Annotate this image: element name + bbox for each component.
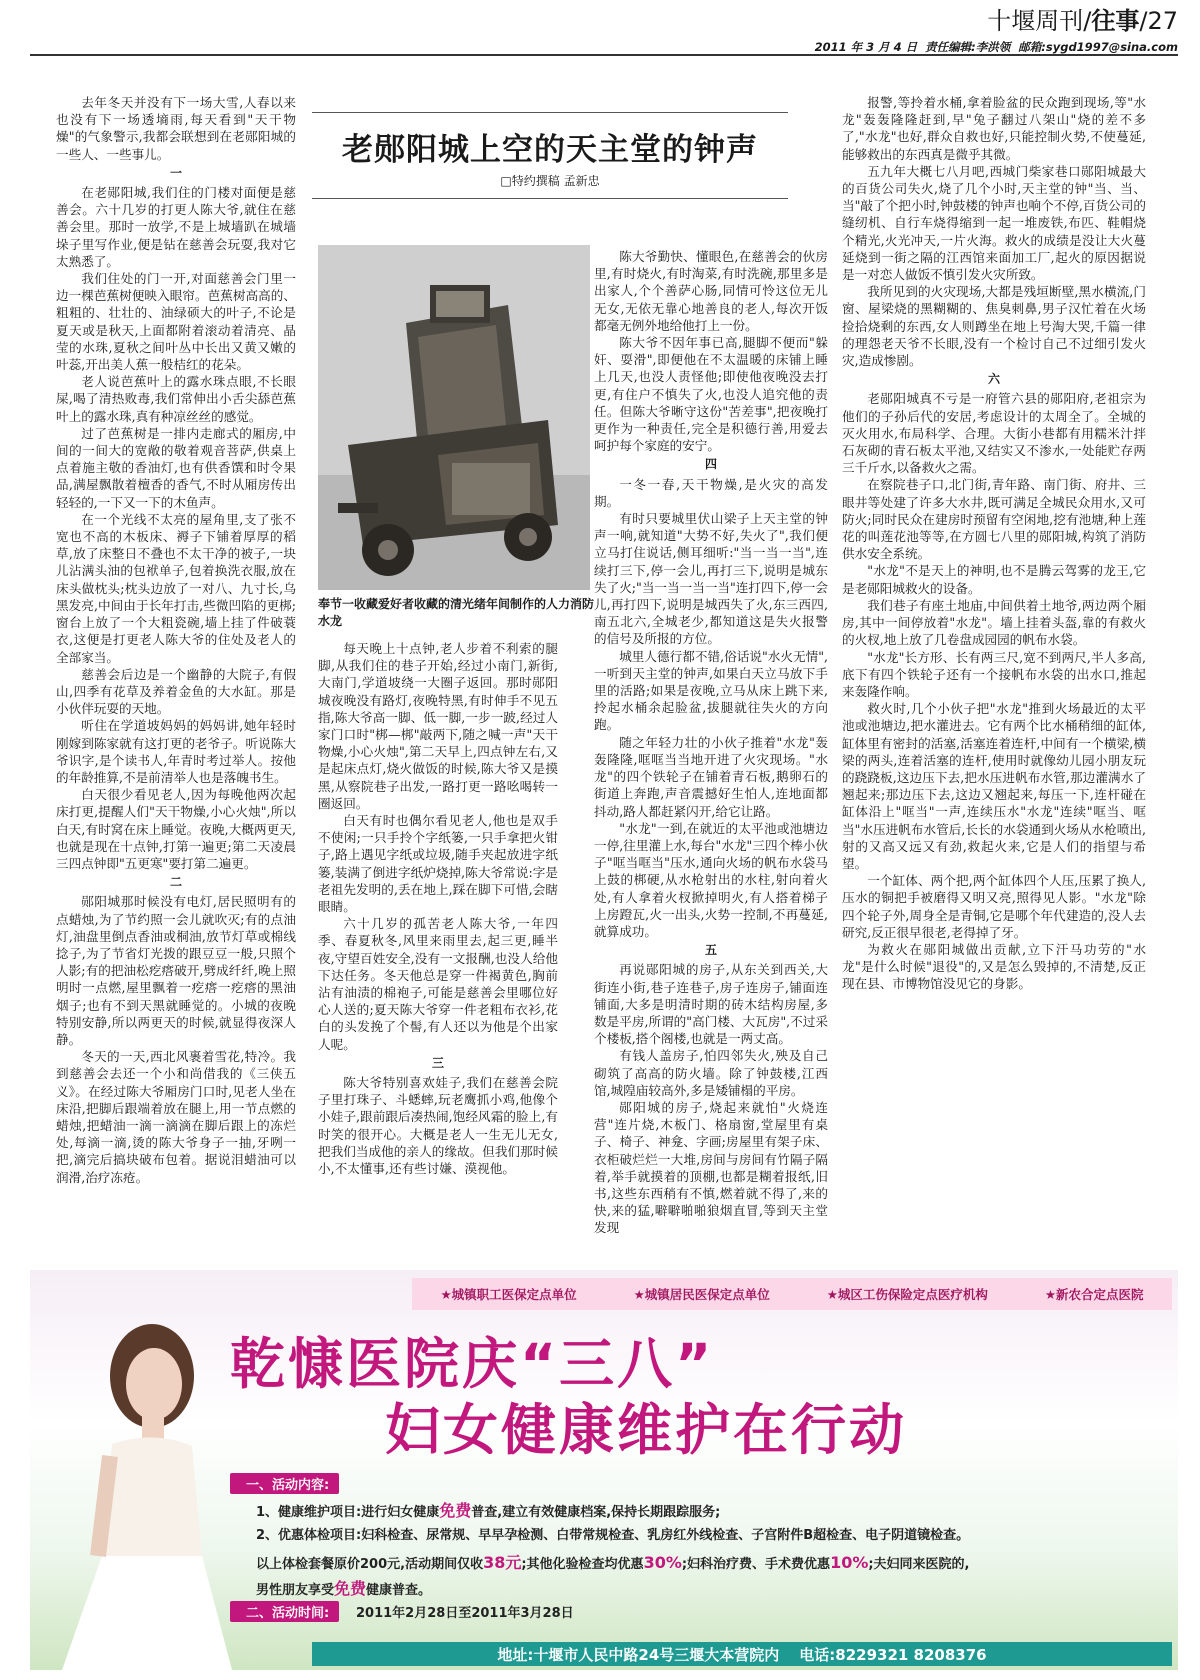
paragraph: 陈大爷不因年事已高,腿脚不便而"躲奸、耍滑",即便他在不太温暖的床铺上睡上几天,也没人责怪他;即使他夜晚没去打更,有住户不慎失了火,也没人追究他的责任。但陈大爷晰守这份"苦差事",把夜晚打更作为一种责任,完全是积德行善,用爱去呵护每个家庭的安宁。	[594, 335, 828, 454]
tag-item: ★新农合定点医院	[1044, 1287, 1144, 1302]
section-label-content: 一、活动内容:	[230, 1473, 339, 1494]
paragraph: 老郧阳城真不亏是一府管六县的郧阳府,老祖宗为他们的子孙后代的安居,考虑设计的太周全了。全城的灭火用水,布局科学、合理。大街小巷都有用糯米汁拌石灰砌的青石板太平池,又结实又不渗水,一处能贮存两三千斤水,以备救火之需。	[842, 391, 1146, 476]
item-checkup: 2、优惠体检项目:妇科检查、尿常规、早早孕检测、白带常规检查、乳房红外线检查、子宫附件B超检查、电子阴道镜检查。	[256, 1528, 970, 1543]
masthead-rule	[30, 54, 1178, 56]
male-text: 健康普查。	[366, 1583, 432, 1598]
paragraph: 我所见到的火灾现场,大都是残垣断壁,黑水横流,门窗、屋梁烧的黑糊糊的、焦臭刺鼻,男子汉忙着在火场捡拾烧剩的东西,女人则蹲坐在地上号淘大哭,千篇一律的理怨老天爷不长眼,没有一个检讨自己不过细引发火灾,造成惨剧。	[842, 284, 1146, 369]
article-column-3	[594, 248, 828, 1258]
paragraph: 冬天的一天,西北风裹着雪花,特冷。我到慈善会去还一个小和尚借我的《三侠五义》。在经过陈大爷厢房门口时,见老人坐在床沿,把脚后跟端着放在腿上,用一节点燃的蜡烛,把蜡油一滴一滴滴在脚后跟上的冻烂处,每滴一滴,烫的陈大爷身子一抽,牙咧一把,滴完后搞块破布包着。据说泪蜡油可以润滑,治疗冻疮。	[56, 1049, 296, 1185]
paragraph: 去年冬天并没有下一场大雪,人春以来也没有下一场透墒雨,每天看到"天干物燥"的气象警示,我都会联想到在老郧阳城的一些人、一些事儿。	[56, 95, 296, 162]
paragraph: 报警,等拎着水桶,拿着脸盆的民众跑到现场,等"水龙"轰轰隆隆赶到,早"兔子翻过八架山"烧的差不多了,"水龙"也好,群众自救也好,只能控制火势,不使蔓延,能够救出的东西真是微乎其微。	[842, 95, 1146, 162]
paragraph: 我们住处的门一开,对面慈善会门里一边一棵芭蕉树便映入眼帘。芭蕉树高高的、粗粗的、壮壮的、油绿硕大的叶子,不论是夏天或是秋天,上面都附着滚动着清亮、晶莹的水珠,夏秋之间叶丛中长出又黄又嫩的叶蕊,开出美人蕉一般桔红的花朵。	[56, 271, 296, 373]
article-column-1	[56, 94, 296, 1258]
price-text: ;其他化验检查均优惠	[521, 1557, 644, 1572]
paragraph: 陈大爷勤快、懂眼色,在慈善会的伙房里,有时烧火,有时淘菜,有时洗碗,那里多是出家人,个个善萨心肠,同情可怜这位无儿无女,无依无靠心地善良的老人,每次开饭都毫无例外地给他打上一份。	[594, 249, 828, 333]
phone-text: 电话:8229321 8208376	[799, 1645, 987, 1664]
page-number: /27	[1139, 7, 1178, 35]
accreditation-tags	[412, 1278, 1172, 1310]
tag-item: ★城镇居民医保定点单位	[633, 1287, 770, 1302]
paragraph: "水龙"一到,在就近的太平池或池塘边一停,往里灌上水,每台"水龙"三四个棒小伙子"哐当哐当"压水,通向火场的帆布水袋马上鼓的梆硬,从水枪射出的水柱,射向着火处,有人拿着火杈掀掉明火,有人搭着梯子上房蹬瓦,火一出头,火势一控制,不再蔓延,就算成功。	[594, 820, 828, 939]
price-text: 以上体检套餐原价200元,活动期间仅收	[256, 1557, 484, 1572]
paragraph: 郧阳城那时候没有电灯,居民照明有的点蜡烛,为了节约照一会儿就吹灭;有的点油灯,油盘里倒点香油或桐油,放节灯草或棉线捻子,为了节省灯光拨的跟豆豆一般,只照个人影;有的把油松疙瘩破开,劈成纤纤,晚上照明时一点燃,屋里飘着一疙瘩一疙瘩的黑油烟子;也有不到天黑就睡觉的。小城的夜晚特别安静,所以两更天的时候,就显得夜深人静。	[56, 894, 296, 1047]
paragraph: 救火时,几个小伙子把"水龙"推到火场最近的太平池或池塘边,把水灌进去。它有两个比水桶稍细的缸体,缸体里有密封的活塞,活塞连着连杆,中间有一个横梁,横梁的两头,连着活塞的连杆,使用时就像幼儿园小朋友玩的跷跷板,这边压下去,把水压进帆布水管,那边灌满水了翘起来;那边压下去,这边又翘起来,每压一下,连杆碰在缸体沿上"哐当"一声,连续压水"水龙"连续"哐当、哐当"水压进帆布水管后,长长的水袋通到火场从水枪喷出,射的又高又远又有劲,救起火来,它是人们的指望与希望。	[842, 701, 1146, 871]
price-text: ;夫妇同来医院的,	[868, 1557, 970, 1572]
section-number: 二	[169, 875, 182, 890]
section-label-time: 二、活动时间:	[230, 1601, 339, 1622]
paragraph: 在一个光线不太亮的屋角里,支了张不宽也不高的木板床、褥子下铺着厚厚的稻草,放了床整日不叠也不太干净的被子,一块儿沾满头油的包袱单子,包着换洗衣服,放在床头做枕头;枕头边放了一对八、九寸长,乌黑发亮,中间由于长年打击,些微凹陷的更梆;窗台上放了一个大粗瓷碗,墙上挂了件破蓑衣,这便是打更老人陈大爷的住处及老人的全部家当。	[56, 511, 296, 665]
paragraph: 过了芭蕉树是一排内走廊式的厢房,中间的一间大的宽敞的敬着观音菩萨,供桌上点着施主敬的香油灯,也有供香馔和时令果品,满屋飘散着檀香的香气,不时从厢房传出轻轻的,一下又一下的木鱼声。	[56, 425, 296, 510]
paragraph: 有钱人盖房子,怕四邻失火,殃及自己砌筑了高高的防火墙。除了钟鼓楼,江西馆,城隍庙较高外,多是矮铺榻的平房。	[594, 1048, 828, 1098]
section-number: 六	[987, 372, 1000, 387]
paragraph: 一个缸体、两个把,两个缸体四个人压,压累了换人,压水的铜把手被磨得又明又亮,照得见人影。"水龙"除四个轮子外,周身全是青铜,它是哪个年代建造的,没人去研究,反正很早很老,老得掉了牙。	[842, 873, 1146, 940]
paragraph: 再说郧阳城的房子,从东关到西关,大街连小街,巷子连巷子,房子连房子,铺面连铺面,大多是明清时期的砖木结构房屋,多数是平房,所谓的"高门楼、大瓦房",不过采个楼板,搭个阁楼,也就是一两丈高。	[594, 962, 828, 1047]
price-highlight: 38元	[483, 1553, 522, 1572]
editor-email: 邮箱:sygd1997@sina.com	[1018, 40, 1178, 54]
discount-highlight: 10%	[830, 1553, 869, 1572]
article-column-2	[318, 640, 558, 1258]
item-health-text: 1、健康维护项目:进行妇女健康	[256, 1505, 440, 1520]
section-number: 四	[704, 457, 717, 472]
paragraph: 郧阳城的房子,烧起来就怕"火烧连营"连片烧,木板门、格扇窗,堂屋里有桌子、椅子、神龛、字画;房屋里有架子床、衣柜破烂烂一大堆,房间与房间有竹隔子隔着,举手就摸着的顶棚,也都是糊着报纸,旧书,这些东西稍有不慎,燃着就不得了,来的快,来的猛,噼噼啪啪狼烟直冒,等到天主堂发现	[594, 1099, 828, 1236]
paragraph: 为救火在郧阳城做出贡献,立下汗马功劳的"水龙"是什么时候"退役"的,又是怎么毁掉的,不清楚,反正现在县、市博物馆没见它的身影。	[842, 941, 1146, 992]
section-number: 三	[431, 1055, 444, 1070]
paragraph: 在老郧阳城,我们住的门楼对面便是慈善会。六十几岁的打更人陈大爷,就住在慈善会里。那时一放学,不是上城墙趴在城墙垛子里写作业,便是钻在慈善会玩耍,我对它太熟悉了。	[56, 185, 296, 269]
paragraph: "水龙"不是天上的神明,也不是腾云驾雾的龙王,它是老郧阳城救火的设备。	[842, 563, 1146, 596]
paragraph: 在察院巷子口,北门街,青年路、南门街、府井、三眼井等处建了许多大水井,既可满足全城民众用水,又可防火;同时民众在建房时预留有空闲地,挖有池塘,种上莲花的叫莲花池等等,在方圆七八里的郧阳城,构筑了消防供水安全系统。	[842, 477, 1146, 562]
paragraph: 六十几岁的孤苦老人陈大爷,一年四季、春夏秋冬,风里来雨里去,起三更,睡半夜,守望百姓安全,没有一文报酬,也没人给他下达任务。冬天他总是穿一件褐黄色,胸前沾有油渍的棉袍子,可能是慈善会里哪位好心人送的;夏天陈大爷穿一件老粗布衣衫,花白的头发挽了个髻,有人还以为他是个出家人呢。	[318, 916, 558, 1052]
address-text: 地址:十堰市人民中路24号三堰大本营院内	[497, 1645, 780, 1664]
item-health	[256, 1498, 720, 1521]
activity-period: 2011年2月28日至2011年3月28日	[356, 1606, 574, 1621]
headline-rule-top	[312, 112, 788, 113]
article-headline: 老郧阳城上空的天主堂的钟声	[342, 132, 758, 168]
paragraph: 陈大爷特别喜欢娃子,我们在慈善会院子里打珠子、斗蟋蟀,玩老鹰抓小鸡,他像个小娃子,跟前跟后凑热闹,饱经风霜的脸上,有时笑的很开心。大概是老人一生无儿无女,把我们当成他的亲人的缘故。但我们那时候小,不太懂事,还有些讨嫌、漠视他。	[318, 1075, 558, 1177]
male-line	[256, 1576, 431, 1599]
paragraph: 听住在学道坡妈妈的妈妈讲,她年轻时刚嫁到陈家就有这打更的老爷子。听说陈大爷识字,是个读书人,年青时考过举人。按他的年龄推算,不是前清举人也是落魄书生。	[56, 718, 296, 785]
paragraph: 白天很少看见老人,因为每晚他两次起床打更,提醒人们"天干物燥,小心火烛",所以白天,有时窝在床上睡觉。夜晚,大概两更天,也就是现在十点钟,打第一遍更;第二天凌晨三四点钟即"五更寒"要打第二遍更。	[56, 787, 296, 871]
hospital-advertisement	[30, 1270, 1178, 1670]
paragraph: 慈善会后边是一个幽静的大院子,有假山,四季有花草及养着金鱼的大水缸。那是小伙伴玩耍的天地。	[56, 666, 296, 717]
item-health-text-2: 普查,建立有效健康档案,保持长期跟踪服务;	[471, 1505, 721, 1520]
ad-headline-1: 乾慷医院庆“三八”	[230, 1332, 715, 1396]
male-text: 男性朋友享受	[256, 1583, 335, 1598]
editor-credit: 责任编辑:李洪领	[925, 40, 1011, 54]
discount-highlight: 30%	[643, 1553, 682, 1572]
paragraph: 有时只要城里伏山梁子上天主堂的钟声一响,就知道"大势不好,失火了",我们便立马打住说话,侧耳细听:"当一当一当",连续打三下,停一会儿,再打三下,说明是城东失了火;"当一当一当一当"连打四下,停一会儿,再打四下,说明是城西失了火,东三西四,南五北六,全城老少,都知道这是失火报警的信号及所报的方位。	[594, 511, 828, 647]
issue-date: 2011 年 3 月 4 日	[814, 40, 918, 54]
tag-item: ★城区工伤保险定点医疗机构	[826, 1287, 988, 1302]
model-woman-image	[42, 1306, 242, 1670]
paragraph: 城里人德行都不错,俗话说"水火无情",一听到天主堂的钟声,如果白天立马放下手里的活路;如果是夜晚,立马从床上跳下来,拎起水桶余起脸盆,拔腿就往失火的方向跑。	[594, 648, 828, 733]
paragraph: 一冬一春,天干物燥,是火灾的高发期。	[594, 476, 828, 509]
paragraph: 每天晚上十点钟,老人步着不利索的腿脚,从我们住的巷子开始,经过小南门,新街,大南门,学道坡绕一大圈子返回。那时郧阳城夜晚没有路灯,夜晚特黑,有时伸手不见五指,陈大爷高一脚、低一脚,一步一跛,经过人家门口时"梆—梆"敲两下,随之喊一声"天干物燥,小心火烛",第二天早上,四点钟左右,又是起床点灯,烧火做饭的时候,陈大爷又是摸黑,从察院巷子出发,一路打更一路吆喝转一圈返回。	[318, 641, 558, 811]
paragraph: 随之年轻力壮的小伙子推着"水龙"轰轰隆隆,哐哐当当地开进了火灾现场。"水龙"的四个铁轮子在铺着青石板,鹅卵石的街道上奔跑,声音震撼好生怕人,连地面都抖动,路人都赶紧闪开,给它让路。	[594, 734, 828, 819]
article-column-4	[842, 94, 1146, 1258]
contact-bar	[312, 1642, 1172, 1666]
section-number: 五	[704, 943, 717, 958]
paragraph: 我们巷子有座土地庙,中间供着土地爷,两边两个厢房,其中一间停放着"水龙"。墙上挂着头盔,靠的有救火的火杈,地上放了几卷盘成园园的帆布水袋。	[842, 597, 1146, 648]
price-text: ;妇科治疗费、手术费优惠	[681, 1557, 831, 1572]
photo-caption: 奉节一收藏爱好者收藏的清光绪年间制作的人力消防水龙	[318, 597, 595, 628]
price-line	[256, 1550, 970, 1573]
masthead-title: 十堰周刊/往事/27	[987, 7, 1178, 35]
headline-rule-bottom	[312, 198, 788, 199]
fire-engine-photo	[318, 245, 590, 590]
masthead	[30, 6, 1178, 54]
section-name: 往事	[1091, 7, 1140, 35]
article-byline: □特约撰稿 孟新忠	[500, 174, 600, 188]
ad-headline-2: 妇女健康维护在行动	[385, 1398, 908, 1462]
masthead-info	[807, 39, 1178, 55]
paragraph: "水龙"长方形、长有两三尺,宽不到两尺,半人多高,底下有四个铁轮子还有一个接帆布水袋的出水口,推起来轰隆作响。	[842, 649, 1146, 699]
paragraph: 老人说芭蕉叶上的露水珠点眼,不长眼屎,喝了清热败毒,我们常伸出小舌尖舔芭蕉叶上的露水珠,真有种凉丝丝的感觉。	[56, 374, 296, 424]
tag-item: ★城镇职工医保定点单位	[440, 1287, 577, 1302]
free-badge: 免费	[334, 1579, 367, 1598]
paper-name: 十堰周刊	[987, 7, 1084, 35]
paragraph: 白天有时也偶尔看见老人,他也是双手不使闲;一只手拎个字纸篓,一只手拿把火钳子,路上遇见字纸或垃圾,随手夹起放进字纸篓,装满了倒进字纸炉烧掉,陈大爷常说:字是老祖先发明的,丢在地上,踩在脚下可惜,会瞎眼睛。	[318, 813, 558, 915]
section-number: 一	[169, 165, 182, 180]
free-badge: 免费	[439, 1501, 472, 1520]
fire-engine-illustration	[318, 245, 590, 590]
paragraph: 五九年大概七八月吧,西城门柴家巷口郧阳城最大的百货公司失火,烧了几个小时,天主堂的钟"当、当、当"敲了个把小时,钟鼓楼的钟声也响个不停,百货公司的缝纫机、自行车烧得缩到一起一堆废铁,布匹、鞋帽烧个精光,火光冲天,一片火海。救火的成绩是没让大火蔓延烧到一街之隔的江西馆来面加工厂,起火的原因据说是一对恋人做饭不慎引发火灾所致。	[842, 163, 1146, 283]
